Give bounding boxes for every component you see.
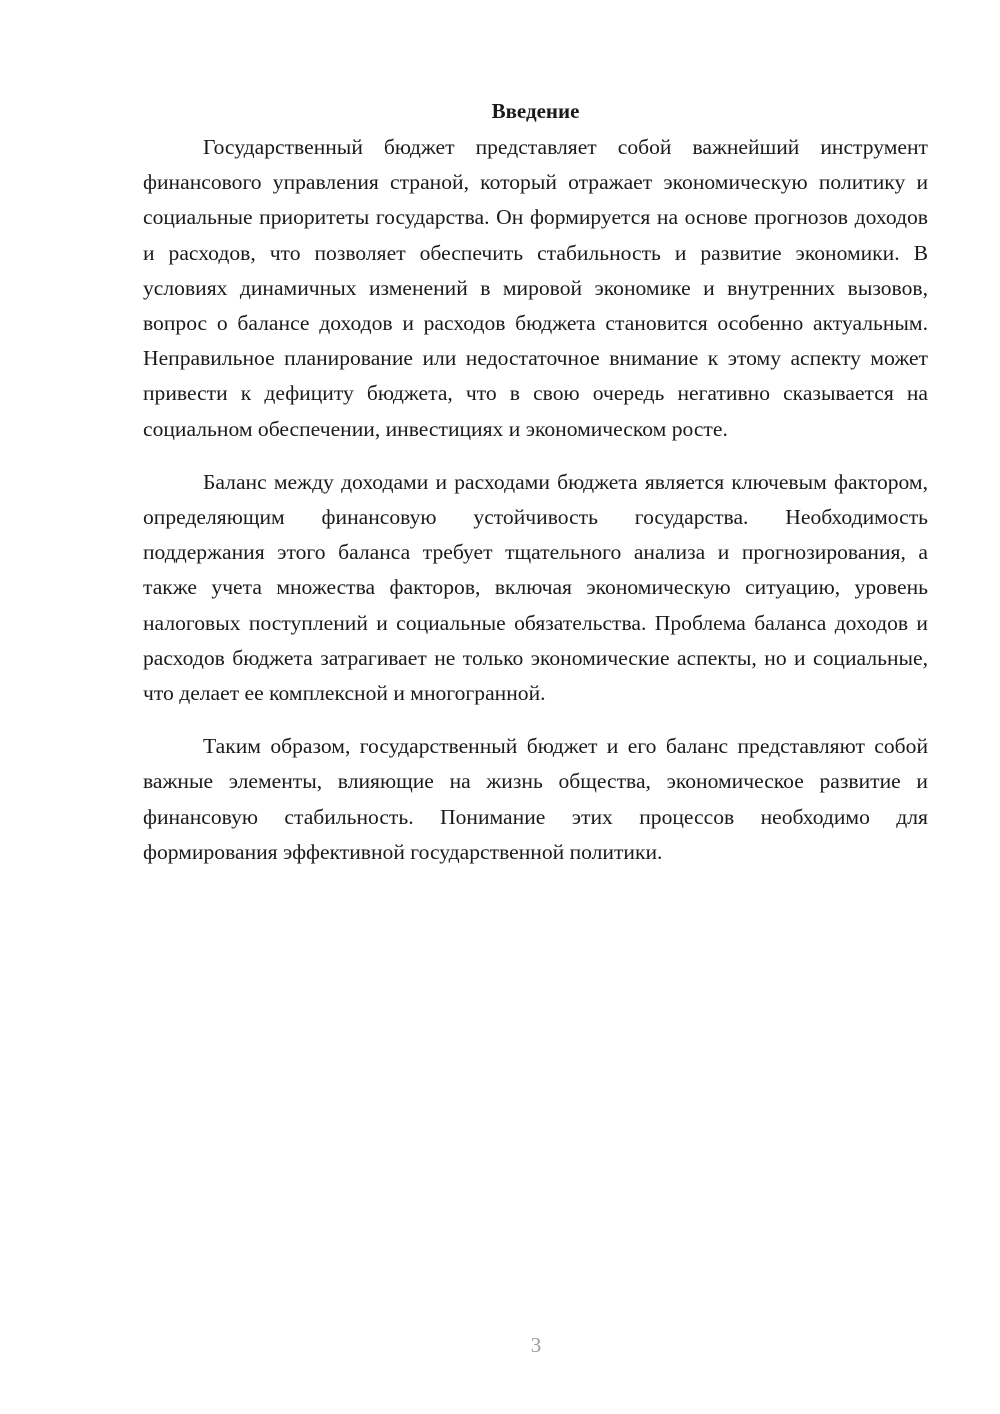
paragraph-3: Таким образом, государственный бюджет и его баланс представляют собой важные элементы, влияющие на жизнь общества, экономическое развитие и финансовую стабильность. Понимание этих процессов необходимо для формирования эффективной государственной политики.: [143, 734, 928, 864]
page-content: [143, 96, 928, 870]
page-number: 3: [530, 1333, 542, 1357]
section-heading: Введение: [491, 99, 580, 123]
paragraph-1: Государственный бюджет представляет собой важнейший инструмент финансового управления страной, который отражает экономическую политику и социальные приоритеты государства. Он формируется на основе прогнозов доходов и расходов, что позволяет обеспечить стабильность и развитие экономики. В условиях динамичных изменений в мировой экономике и внутренних вызовов, вопрос о балансе доходов и расходов бюджета становится особенно актуальным. Неправильное планирование или недостаточное внимание к этому аспекту может привести к дефициту бюджета, что в свою очередь негативно сказывается на социальном обеспечении, инвестициях и экономическом росте.: [143, 135, 928, 441]
paragraph-2: Баланс между доходами и расходами бюджета является ключевым фактором, определяющим финансовую устойчивость государства. Необходимость поддержания этого баланса требует тщательного анализа и прогнозирования, а также учета множества факторов, включая экономическую ситуацию, уровень налоговых поступлений и социальные обязательства. Проблема баланса доходов и расходов бюджета затрагивает не только экономические аспекты, но и социальные, что делает ее комплексной и многогранной.: [143, 469, 928, 706]
